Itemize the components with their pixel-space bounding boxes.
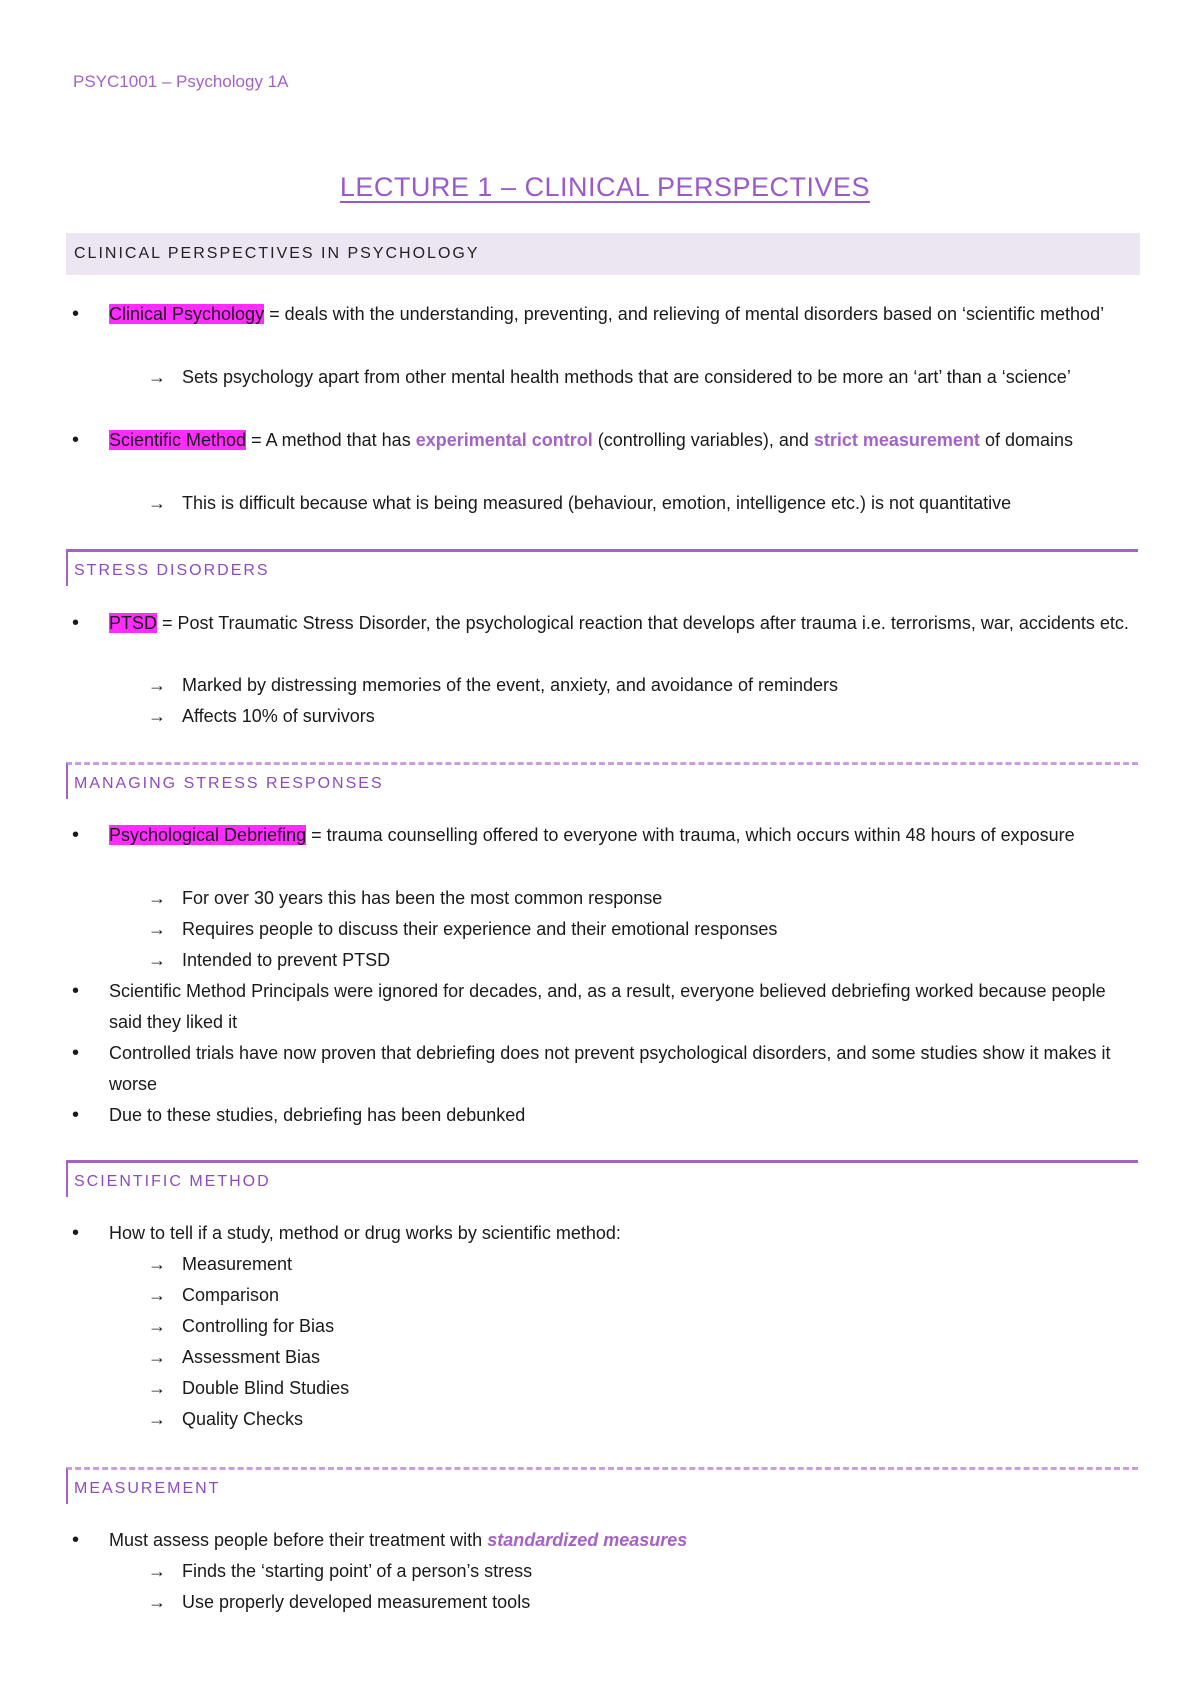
bullet-text: = deals with the understanding, preventing, and relieving of mental disorders based on ‘scientific method’ xyxy=(264,304,1105,324)
section-heading-clinical xyxy=(66,233,1140,275)
bullet: • Controlled trials have now proven that debriefing does not prevent psychological disorders, and some studies show it makes it worse xyxy=(109,1038,1139,1100)
bullet-text: = A method that has xyxy=(246,430,416,450)
sub-bullet: → Affects 10% of survivors xyxy=(182,701,1142,732)
sub-bullet: → Sets psychology apart from other mental health methods that are considered to be more an ‘art’ than a ‘science’ xyxy=(182,362,1142,393)
sub-bullet: → For over 30 years this has been the most common response xyxy=(182,883,1142,914)
bullet xyxy=(109,1525,1139,1556)
section-heading-text: CLINICAL PERSPECTIVES IN PSYCHOLOGY xyxy=(74,245,480,262)
bullet-text: = trauma counselling offered to everyone with trauma, which occurs within 48 hours of exposure xyxy=(306,825,1075,845)
sub-bullet: → Finds the ‘starting point’ of a person’s stress xyxy=(182,1556,1142,1587)
bullet-clinical-psychology xyxy=(109,299,1139,330)
bullet: • Scientific Method Principals were ignored for decades, and, as a result, everyone believed debriefing worked because people said they liked it xyxy=(109,976,1139,1038)
bullet-text: = Post Traumatic Stress Disorder, the psychological reaction that develops after trauma i.e. terrorisms, war, accidents etc. xyxy=(157,613,1129,633)
section-heading-managing xyxy=(66,762,1138,799)
sub-bullet: → Marked by distressing memories of the event, anxiety, and avoidance of reminders xyxy=(182,670,1142,701)
bullet-text: Must assess people before their treatment with xyxy=(109,1530,488,1550)
sub-bullet: → Quality Checks xyxy=(182,1404,1142,1435)
emphasis-text: standardized measures xyxy=(487,1530,688,1550)
sub-bullet: → Measurement xyxy=(182,1249,1142,1280)
sub-bullet: → Use properly developed measurement tools xyxy=(182,1587,1142,1618)
section-heading-text: SCIENTIFIC METHOD xyxy=(74,1173,271,1190)
bullet-text: (controlling variables), and xyxy=(592,430,814,450)
sub-bullet: → Requires people to discuss their experience and their emotional responses xyxy=(182,914,1142,945)
bullet: • Due to these studies, debriefing has been debunked xyxy=(109,1100,1139,1131)
highlighted-term: Scientific Method xyxy=(109,430,247,450)
bullet-ptsd xyxy=(109,608,1139,639)
sub-bullet: → Comparison xyxy=(182,1280,1142,1311)
sub-bullet: → Double Blind Studies xyxy=(182,1373,1142,1404)
lecture-title: LECTURE 1 – CLINICAL PERSPECTIVES xyxy=(339,172,871,202)
sub-bullet: → Intended to prevent PTSD xyxy=(182,945,1142,976)
sub-bullet: → This is difficult because what is being measured (behaviour, emotion, intelligence etc.) is not quantitative xyxy=(182,488,1142,519)
highlighted-term: PTSD xyxy=(109,613,158,633)
section-heading-scientific xyxy=(66,1160,1138,1197)
section-heading-text: MEASUREMENT xyxy=(74,1480,221,1497)
course-header: PSYC1001 – Psychology 1A xyxy=(73,72,289,91)
section-heading-text: STRESS DISORDERS xyxy=(74,562,270,579)
highlighted-term: Psychological Debriefing xyxy=(109,825,307,845)
emphasis-text: experimental control xyxy=(415,430,593,450)
sub-bullet: → Assessment Bias xyxy=(182,1342,1142,1373)
bullet-text: of domains xyxy=(979,430,1073,450)
section-heading-text: MANAGING STRESS RESPONSES xyxy=(74,775,384,792)
emphasis-text: strict measurement xyxy=(813,430,980,450)
bullet-scientific-method xyxy=(109,425,1139,456)
sub-bullet: → Controlling for Bias xyxy=(182,1311,1142,1342)
bullet: • How to tell if a study, method or drug works by scientific method: xyxy=(109,1218,1139,1249)
highlighted-term: Clinical Psychology xyxy=(109,304,265,324)
bullet-psychological-debriefing xyxy=(109,820,1139,851)
section-heading-stress xyxy=(66,549,1138,586)
section-heading-measurement xyxy=(66,1467,1138,1504)
